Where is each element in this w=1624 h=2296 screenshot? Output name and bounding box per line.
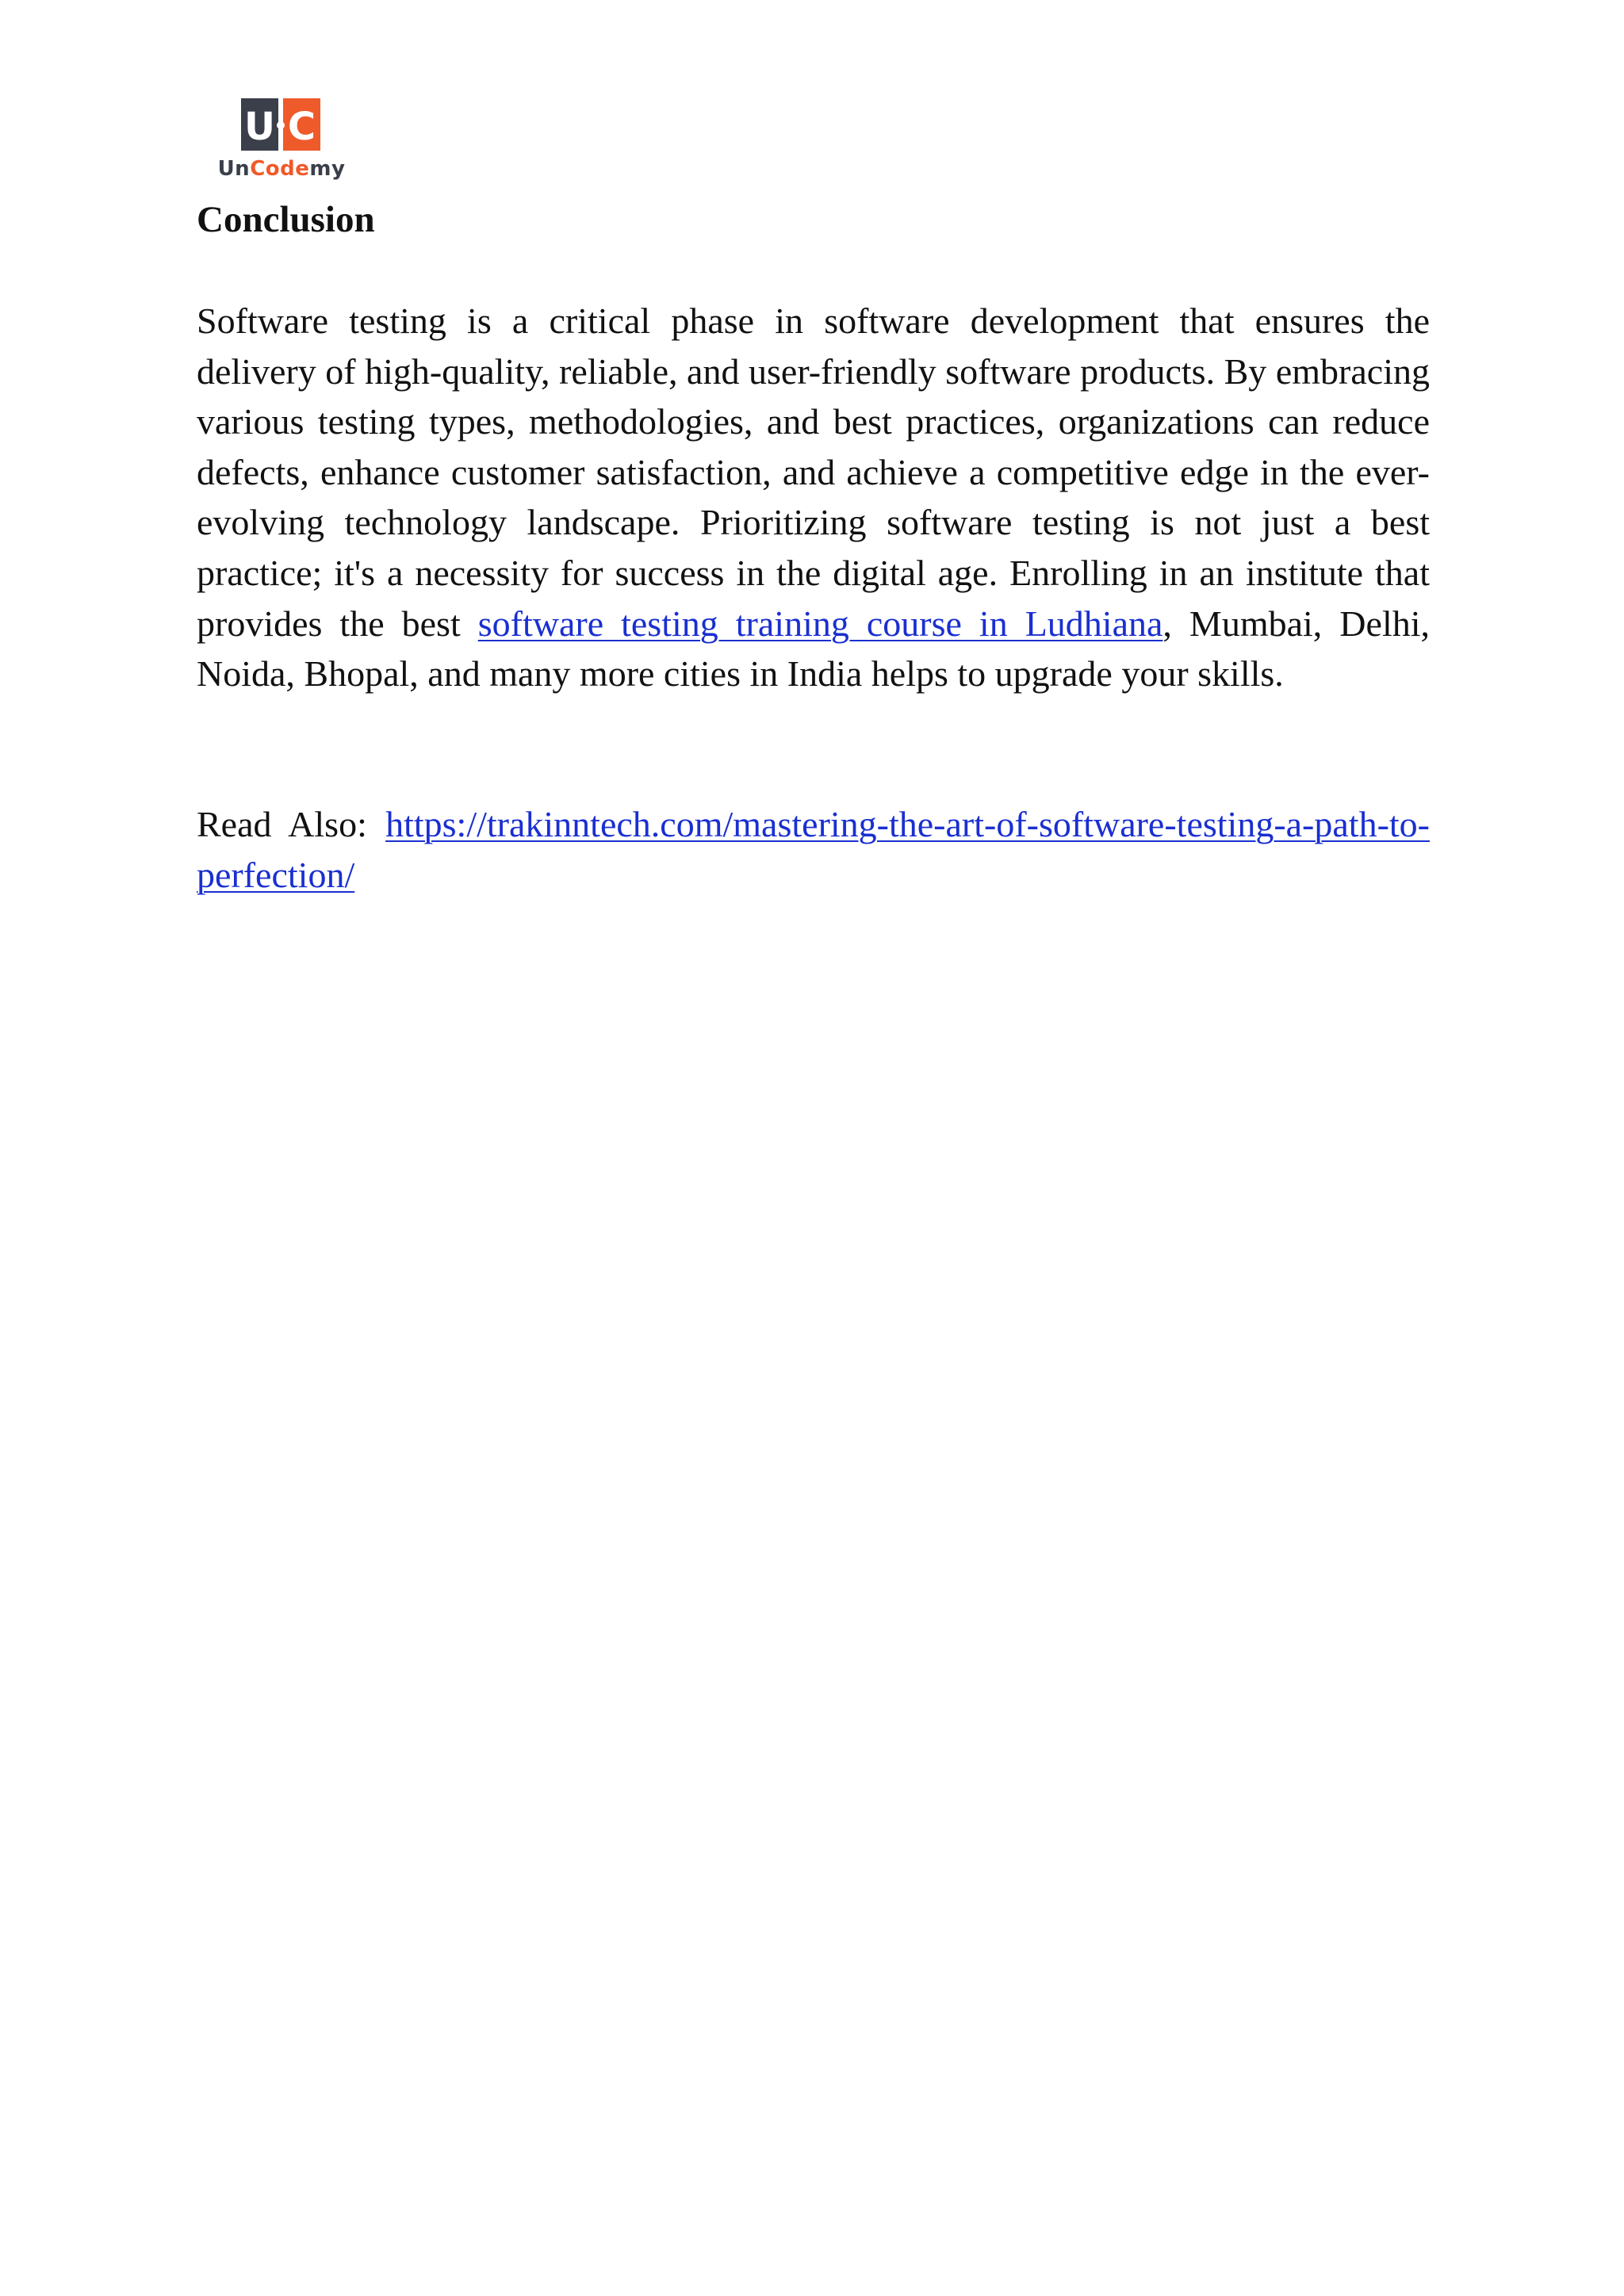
paragraph-text-before-link: Software testing is a critical phase in software development that ensures the delivery of high-quality, reliable, and user-friendly software products. By embracing various testing types, methodologies, and best practices, organizations can reduce defects, enhance customer satisfaction, and achieve a competitive edge in the ever-evolving technology landscape. Prioritizing software testing is not just a best practice; it's a necessity for success in the digital age. Enrolling in an institute that provides the best (197, 300, 1430, 644)
section-heading: Conclusion (197, 199, 375, 240)
logo-letter-c: C (287, 105, 316, 149)
logo-letter-u: U (244, 105, 275, 149)
logo-wordmark (214, 155, 349, 182)
logo-word-code: Code (250, 157, 310, 181)
uncodemy-logo-mark (241, 98, 320, 151)
logo-word-un: Un (217, 157, 251, 181)
training-course-link[interactable]: software testing training course in Ludhiana (477, 603, 1163, 644)
uncodemy-logo (214, 98, 349, 186)
read-also-link[interactable]: https://trakinntech.com/mastering-the-art-of-software-testing-a-path-to-perfection/ (197, 804, 1430, 895)
read-also-paragraph (197, 799, 1430, 900)
paragraph-text-after-link: , Mumbai, Delhi, Noida, Bhopal, and many more cities in India helps to upgrade your skills. (197, 603, 1431, 695)
conclusion-paragraph (197, 296, 1430, 699)
read-also-label: Read Also: (197, 804, 386, 844)
logo-word-my: my (309, 157, 346, 181)
